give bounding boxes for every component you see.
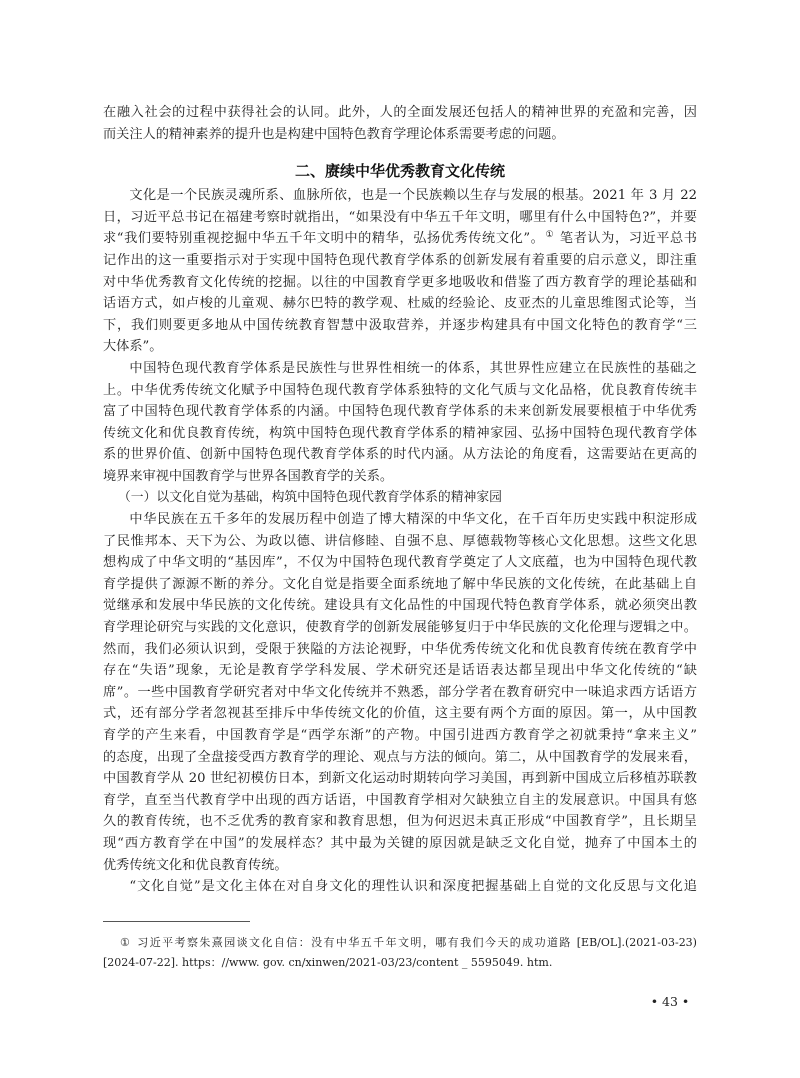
footnote-line	[103, 933, 697, 953]
text-line: 育学提供了源源不断的养分。文化自觉是指要全面系统地了解中华民族的文化传统，在此基础上自	[103, 576, 697, 592]
text-line: 系的世界价值、创新中国特色现代教育学体系的时代内涵。从方法论的角度看，这需要站在更高的	[103, 447, 697, 463]
text-line: 育学的产生来看，中国教育学是“西学东渐”的产物。中国引进西方教育学之初就秉持“拿来主义”	[103, 728, 697, 744]
text-line: 下，我们则要更多地从中国传统教育智慧中汲取营养，并逐步构建具有中国文化特色的教育学“三	[103, 317, 697, 333]
text-line: 久的教育传统，也不乏优秀的教育家和教育思想，但为何迟迟未真正形成“中国教育学”，且长期呈	[103, 814, 697, 830]
text-line: 育学理论研究与实践的文化意识，使教育学的创新发展能够复归于中华民族的文化伦理与逻辑之中。	[103, 620, 697, 636]
text-line: 文化是一个民族灵魂所系、血脉所依，也是一个民族赖以生存与发展的根基。2021 年 3 月 22	[129, 188, 697, 204]
footnote-divider	[103, 921, 250, 922]
text-line: 境界来审视中国教育学与世界各国教育学的关系。	[103, 468, 394, 484]
text-line: 话语方式，如卢梭的儿童观、赫尔巴特的教学观、杜威的经验论、皮亚杰的儿童思维图式论等，当	[103, 296, 697, 312]
text-span: 求“我们要特别重视挖掘中华五千年文明中的精华，弘扬优秀传统文化”。	[103, 231, 545, 247]
text-line: 传统文化和优良教育传统，构筑中国特色现代教育学体系的精神家园、弘扬中国特色现代教育学体	[103, 425, 697, 441]
text-line: 中华民族在五千多年的发展历程中创造了博大精深的中华文化，在千百年历史实践中积淀形成	[129, 512, 697, 528]
footnote-text: 习近平考察朱熹园谈文化自信：没有中华五千年文明，哪有我们今天的成功道路 [EB/OL].(2021-03-23)	[137, 936, 697, 949]
text-line: 在融入社会的过程中获得社会的认同。此外，人的全面发展还包括人的精神世界的充盈和完善，因	[103, 105, 697, 120]
text-line: 中国教育学从 20 世纪初模仿日本，到新文化运动时期转向学习美国，再到新中国成立后移植苏联教	[103, 771, 697, 787]
text-line: 席”。一些中国教育学研究者对中华文化传统并不熟悉，部分学者在教育研究中一味追求西方话语方	[103, 684, 697, 700]
text-line: 优秀传统文化和优良教育传统。	[103, 857, 288, 873]
section-heading: 二、赓续中华优秀教育文化传统	[294, 161, 505, 180]
text-line: 式，还有部分学者忽视甚至排斥中华传统文化的价值，这主要有两个方面的原因。第一，从中国教	[103, 706, 697, 722]
text-line: 觉继承和发展中华民族的文化传统。建设具有文化品性的中国现代特色教育学体系，就必须突出教	[103, 598, 697, 614]
text-line: 富了中国特色现代教育学体系的内涵。中国特色现代教育学体系的未来创新发展要根植于中华优秀	[103, 404, 697, 420]
text-line: 中国特色现代教育学体系是民族性与世界性相统一的体系，其世界性应建立在民族性的基础之	[129, 360, 697, 376]
subsection-heading: （一）以文化自觉为基础，构筑中国特色现代教育学体系的精神家园	[118, 490, 502, 506]
text-line: 然而，我们必须认识到，受限于狭隘的方法论视野，中华优秀传统文化和优良教育传统在教育学中	[103, 641, 697, 657]
text-line: 对中华优秀教育文化传统的挖掘。以往的中国教育学更多地吸收和借鉴了西方教育学的理论基础和	[103, 274, 697, 290]
footnote	[103, 933, 697, 973]
text-line	[103, 228, 697, 250]
text-line: 现“西方教育学在中国”的发展样态？其中最为关键的原因就是缺乏文化自觉，抛弃了中国本土的	[103, 835, 697, 851]
text-line: 的态度，出现了全盘接受西方教育学的理论、观点与方法的倾向。第二，从中国教育学的发展来看，	[103, 749, 697, 765]
paragraph	[103, 358, 697, 488]
footnote-line: [2024-07-22]. https：//www. gov. cn/xinwen/2021-03/23/content _ 5595049. htm.	[103, 956, 553, 969]
text-line: 大体系”。	[103, 339, 163, 355]
text-line: 而关注人的精神素养的提升也是构建中国特色教育学理论体系需要考虑的问题。	[103, 126, 565, 142]
footnote-marker: ①	[120, 936, 132, 949]
text-line: “文化自觉”是文化主体在对自身文化的理性认识和深度把握基础上自觉的文化反思与文化追	[129, 879, 697, 895]
text-line: 记作出的这一重要指示对于实现中国特色现代教育学体系的创新发展有着重要的启示意义，即注重	[103, 252, 697, 268]
footnote-reference-marker: ①	[545, 230, 555, 241]
text-span: 笔者认为，习近平总书	[555, 231, 697, 247]
paragraph	[103, 185, 697, 358]
text-line: 想构成了中华文明的“基因库”，不仅为中国特色现代教育学奠定了人文底蕴，也为中国特色现代教	[103, 555, 697, 571]
paragraph	[103, 876, 697, 898]
text-line: 了民惟邦本、天下为公、为政以德、讲信修睦、自强不息、厚德载物等核心文化思想。这些文化思	[103, 533, 697, 549]
text-line: 存在“失语”现象，无论是教育学学科发展、学术研究还是话语表达都呈现出中华文化传统的“缺	[103, 663, 697, 679]
main-text-column	[103, 102, 697, 898]
text-line: 上。中华优秀传统文化赋予中国特色现代教育学体系独特的文化气质与文化品格，优良教育传统丰	[103, 382, 697, 398]
paragraph	[103, 509, 697, 876]
text-line: 育学，直至当代教育学中出现的西方话语，中国教育学相对欠缺独立自主的发展意识。中国具有悠	[103, 792, 697, 808]
intro-paragraph	[103, 102, 697, 145]
text-line: 日，习近平总书记在福建考察时就指出，“如果没有中华五千年文明，哪里有什么中国特色?”，并要	[103, 209, 697, 225]
page-number: • 43 •	[650, 994, 690, 1009]
